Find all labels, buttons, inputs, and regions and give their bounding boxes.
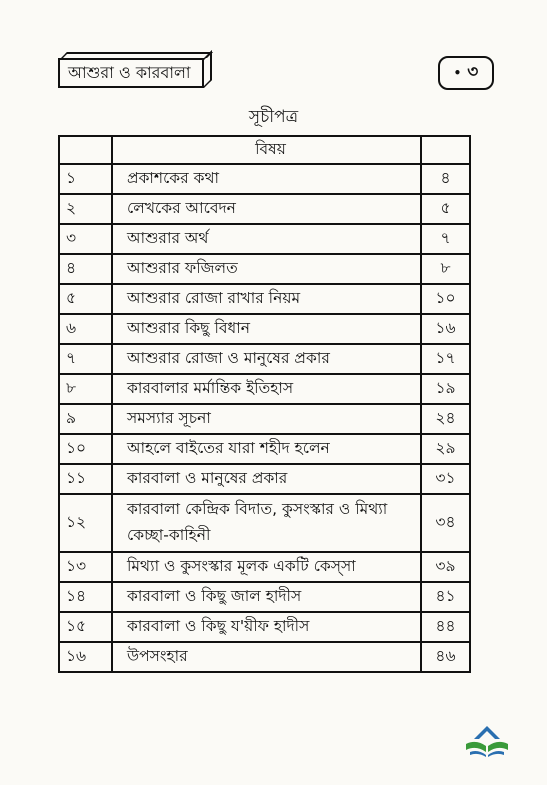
toc-entry-number: ৩	[59, 224, 112, 254]
toc-table	[58, 135, 471, 673]
toc-entry-page: ৫	[421, 194, 470, 224]
toc-entry-title: আশুরার রোজা ও মানুষের প্রকার	[112, 344, 421, 374]
toc-row	[59, 374, 470, 404]
toc-entry-title: সমস্যার সূচনা	[112, 404, 421, 434]
running-title: আশুরা ও কারবালা	[68, 62, 191, 82]
toc-entry-page: ৪৬	[421, 642, 470, 672]
toc-entry-page: ১৭	[421, 344, 470, 374]
toc-entry-number: ১৬	[59, 642, 112, 672]
toc-row	[59, 404, 470, 434]
toc-entry-title: উপসংহার	[112, 642, 421, 672]
toc-entry-page: ৭	[421, 224, 470, 254]
toc-entry-title: আশুরার রোজা রাখার নিয়ম	[112, 284, 421, 314]
toc-entry-number: ৫	[59, 284, 112, 314]
toc-row	[59, 612, 470, 642]
toc-entry-page: ৩৪	[421, 494, 470, 552]
toc-row	[59, 494, 470, 552]
toc-row	[59, 254, 470, 284]
toc-entry-title: আশুরার ফজিলত	[112, 254, 421, 284]
toc-entry-title: প্রকাশকের কথা	[112, 164, 421, 194]
toc-header-row	[59, 136, 470, 164]
toc-entry-title: মিথ্যা ও কুসংস্কার মূলক একটি কেস্সা	[112, 552, 421, 582]
toc-row	[59, 224, 470, 254]
toc-entry-page: ৪	[421, 164, 470, 194]
toc-row	[59, 284, 470, 314]
toc-entry-number: ৮	[59, 374, 112, 404]
toc-row	[59, 552, 470, 582]
toc-row	[59, 314, 470, 344]
toc-entry-title: লেখকের আবেদন	[112, 194, 421, 224]
header-subject-cell: বিষয়	[112, 136, 421, 164]
toc-entry-number: ১৩	[59, 552, 112, 582]
toc-entry-page: ৮	[421, 254, 470, 284]
page-number-box	[438, 56, 494, 90]
toc-entry-title: আশুরার অর্থ	[112, 224, 421, 254]
toc-entry-page: ২৯	[421, 434, 470, 464]
toc-entry-page: ১০	[421, 284, 470, 314]
page-number-dot-icon: •	[453, 66, 462, 80]
book-logo-icon	[464, 722, 510, 758]
page-number: ৩	[467, 62, 479, 82]
toc-entry-page: ১৯	[421, 374, 470, 404]
toc-row	[59, 194, 470, 224]
toc-row	[59, 642, 470, 672]
toc-entry-number: ১৫	[59, 612, 112, 642]
toc-entry-page: ৩১	[421, 464, 470, 494]
toc-entry-page: ৪৪	[421, 612, 470, 642]
box-top-edge	[61, 52, 213, 58]
toc-entry-title: কারবালার মর্মান্তিক ইতিহাস	[112, 374, 421, 404]
toc-row	[59, 582, 470, 612]
toc-entry-number: ৭	[59, 344, 112, 374]
toc-entry-number: ৪	[59, 254, 112, 284]
running-title-box	[58, 58, 204, 88]
toc-entry-page: ২৪	[421, 404, 470, 434]
toc-entry-number: ১১	[59, 464, 112, 494]
toc-entry-number: ১২	[59, 494, 112, 552]
toc-row	[59, 344, 470, 374]
toc-entry-page: ৩৯	[421, 552, 470, 582]
header-no-cell	[59, 136, 112, 164]
toc-entry-title: কারবালা ও মানুষের প্রকার	[112, 464, 421, 494]
box-side-edge	[204, 50, 212, 88]
toc-entry-title: কারবালা ও কিছু জাল হাদীস	[112, 582, 421, 612]
toc-entry-number: ১৪	[59, 582, 112, 612]
toc-entry-number: ২	[59, 194, 112, 224]
toc-row	[59, 434, 470, 464]
toc-entry-title: কারবালা কেন্দ্রিক বিদাত, কুসংস্কার ও মিথ্যা কেচ্ছা-কাহিনী	[112, 494, 421, 552]
toc-entry-number: ৯	[59, 404, 112, 434]
toc-entry-number: ১	[59, 164, 112, 194]
toc-entry-number: ১০	[59, 434, 112, 464]
toc-entry-title: আশুরার কিছু বিধান	[112, 314, 421, 344]
toc-entry-title: কারবালা ও কিছু য'য়ীফ হাদীস	[112, 612, 421, 642]
header-page-cell	[421, 136, 470, 164]
toc-title: সূচীপত্র	[248, 107, 299, 127]
toc-entry-page: ১৬	[421, 314, 470, 344]
toc-row	[59, 164, 470, 194]
toc-entry-number: ৬	[59, 314, 112, 344]
toc-entry-page: ৪১	[421, 582, 470, 612]
toc-entry-title: আহলে বাইতের যারা শহীদ হলেন	[112, 434, 421, 464]
toc-row	[59, 464, 470, 494]
